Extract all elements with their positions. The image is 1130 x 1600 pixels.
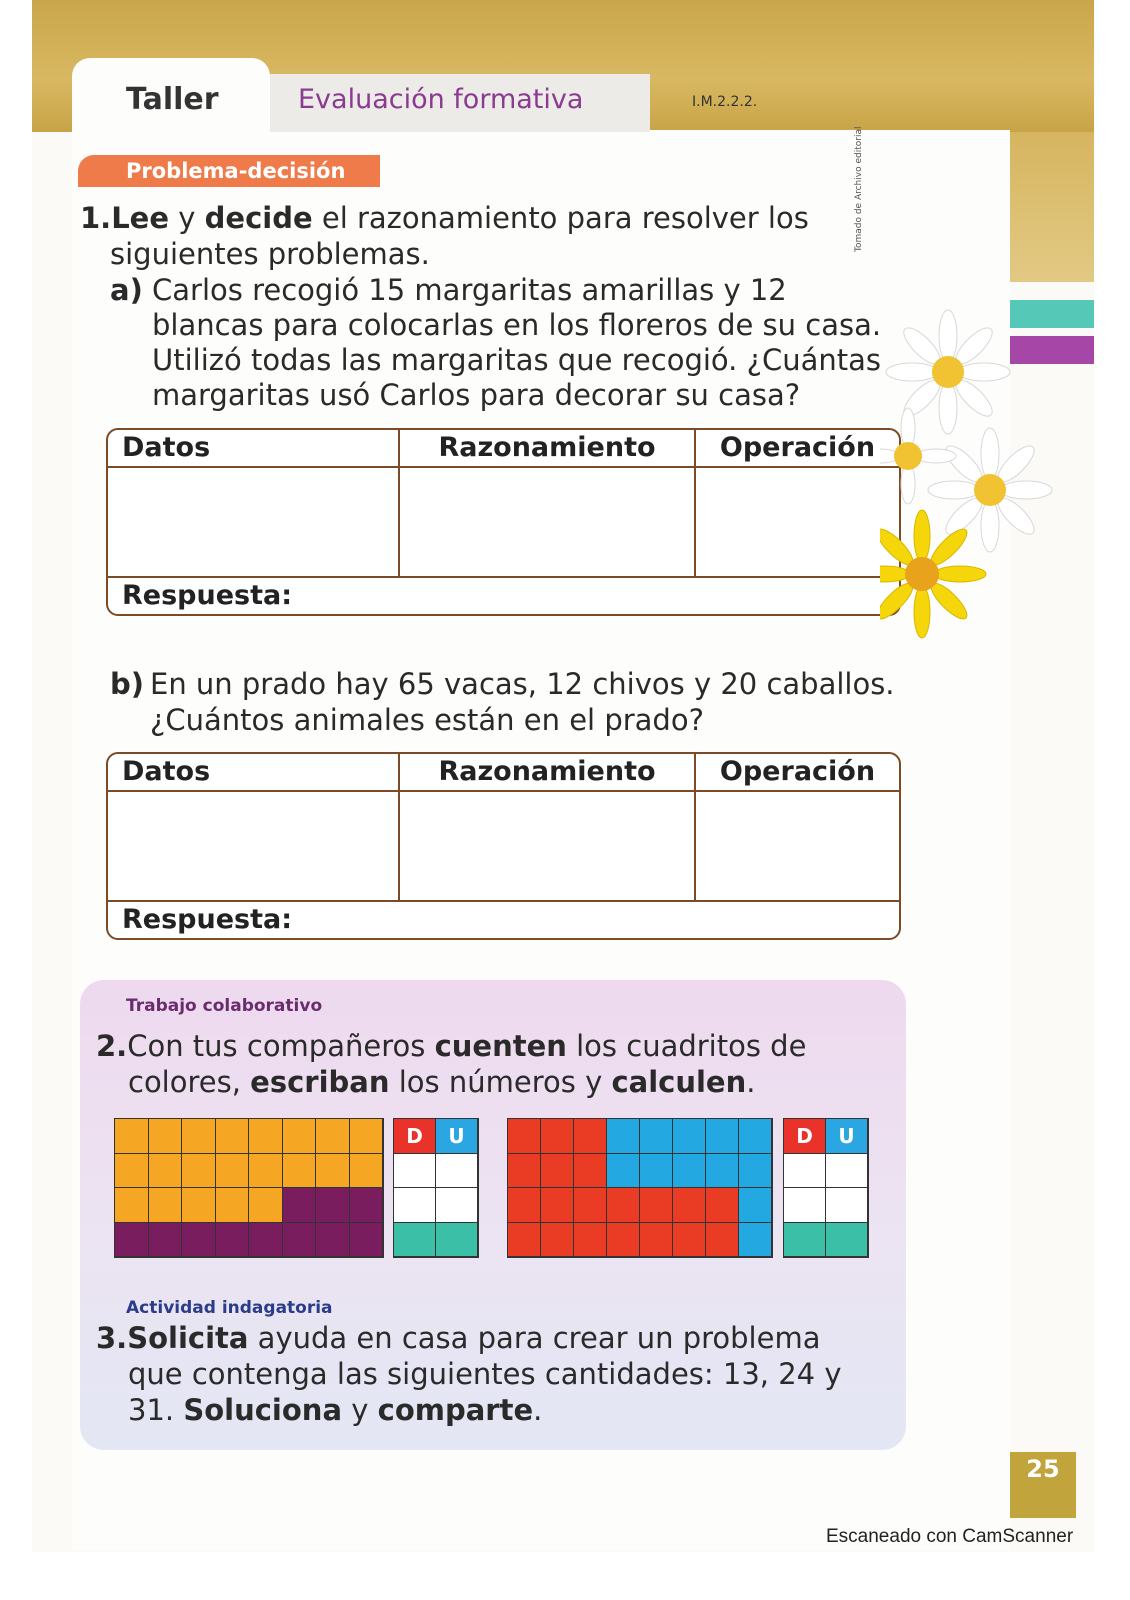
color-square	[316, 1154, 350, 1189]
color-square	[640, 1119, 673, 1154]
color-square	[216, 1154, 250, 1189]
respuesta-row[interactable]: Respuesta:	[122, 904, 293, 935]
du-cell[interactable]	[394, 1188, 436, 1223]
du-table-left	[393, 1118, 479, 1258]
q1-bold-decide: decide	[204, 201, 313, 235]
q1a-label	[110, 272, 143, 308]
color-square	[115, 1154, 149, 1189]
operacion-cell[interactable]	[696, 468, 899, 576]
color-square	[673, 1223, 706, 1258]
color-square	[283, 1223, 317, 1258]
section-pill: Problema-decisión	[78, 155, 380, 187]
du-result-cell[interactable]	[394, 1223, 436, 1258]
color-square	[216, 1119, 250, 1154]
du-header-d: D	[784, 1119, 826, 1154]
du-cell[interactable]	[784, 1154, 826, 1189]
color-square	[574, 1188, 607, 1223]
color-square	[640, 1223, 673, 1258]
color-square	[249, 1154, 283, 1189]
color-square	[706, 1119, 739, 1154]
yellow-daisy	[880, 510, 986, 638]
color-square	[508, 1119, 541, 1154]
color-square	[508, 1188, 541, 1223]
table-b-header	[108, 754, 899, 792]
color-square	[607, 1119, 640, 1154]
color-square	[607, 1154, 640, 1189]
color-square	[508, 1223, 541, 1258]
color-square	[216, 1188, 250, 1223]
color-square	[739, 1188, 772, 1223]
du-result-cell[interactable]	[826, 1223, 868, 1258]
color-square	[350, 1154, 384, 1189]
color-square	[607, 1223, 640, 1258]
q3-bold-solicita: Solicita	[127, 1321, 249, 1355]
q2-bold-escriban: escriban	[250, 1065, 390, 1099]
color-square	[673, 1154, 706, 1189]
scanner-watermark: Escaneado con CamScanner	[826, 1526, 1074, 1547]
du-header-u: U	[826, 1119, 868, 1154]
color-square	[739, 1154, 772, 1189]
operacion-cell[interactable]	[696, 792, 899, 900]
color-square	[316, 1223, 350, 1258]
color-square	[249, 1223, 283, 1258]
side-credit: Tomado de Archivo editorial	[854, 126, 864, 252]
q3-number: 3.	[96, 1321, 128, 1355]
trabajo-colaborativo-label: Trabajo colaborativo	[126, 996, 323, 1016]
q2-bold-cuenten: cuenten	[434, 1029, 567, 1063]
col-operacion: Operación	[719, 756, 876, 787]
color-square	[149, 1188, 183, 1223]
color-square	[640, 1154, 673, 1189]
q3-bold-soluciona: Soluciona	[183, 1393, 343, 1427]
color-square	[249, 1188, 283, 1223]
du-cell[interactable]	[436, 1188, 478, 1223]
color-square	[350, 1188, 384, 1223]
color-square	[706, 1154, 739, 1189]
color-square	[673, 1119, 706, 1154]
du-header-u: U	[436, 1119, 478, 1154]
table-b	[106, 752, 901, 940]
color-square	[182, 1223, 216, 1258]
color-square	[283, 1188, 317, 1223]
q3-text: 31.	[128, 1393, 184, 1427]
du-cell[interactable]	[784, 1188, 826, 1223]
q1b-line1: En un prado hay 65 vacas, 12 chivos y 20 caballos.	[150, 667, 895, 701]
q1-text: y	[169, 201, 205, 235]
q3-line3	[128, 1392, 542, 1428]
q1b-label	[110, 666, 144, 702]
q1a-line4: margaritas usó Carlos para decorar su casa?	[152, 378, 801, 412]
tab-evaluacion-label: Evaluación formativa	[298, 84, 584, 115]
color-square	[182, 1188, 216, 1223]
q2-bold-calculen: calculen	[611, 1065, 747, 1099]
color-square	[574, 1154, 607, 1189]
color-square	[541, 1223, 574, 1258]
color-square	[574, 1119, 607, 1154]
col-datos: Datos	[108, 430, 400, 466]
color-square	[115, 1188, 149, 1223]
q1b-letter: b)	[110, 667, 145, 701]
q3-text: .	[533, 1393, 543, 1427]
du-header-d: D	[394, 1119, 436, 1154]
q3-line1	[96, 1320, 868, 1356]
color-square	[508, 1154, 541, 1189]
q1-text-rest: el razonamiento para resolver los	[312, 201, 809, 235]
color-square	[216, 1223, 250, 1258]
color-square	[706, 1223, 739, 1258]
du-cell[interactable]	[826, 1188, 868, 1223]
color-square	[249, 1119, 283, 1154]
q1-number: 1.	[80, 201, 112, 235]
col-datos: Datos	[108, 754, 400, 790]
daisy-flowers-illustration	[880, 300, 1080, 660]
color-square	[115, 1223, 149, 1258]
color-square	[149, 1154, 183, 1189]
q1-bold-lee: Lee	[111, 201, 170, 235]
du-cell[interactable]	[436, 1154, 478, 1189]
q2-text-rest: los cuadritos de	[566, 1029, 807, 1063]
table-b-body	[108, 792, 899, 902]
du-cell[interactable]	[394, 1154, 436, 1189]
color-square	[350, 1223, 384, 1258]
color-square	[640, 1188, 673, 1223]
color-square	[182, 1154, 216, 1189]
color-square	[283, 1154, 317, 1189]
color-square	[149, 1223, 183, 1258]
tab-taller-label: Taller	[126, 82, 219, 117]
right-band	[1010, 132, 1094, 282]
actividad-indagatoria-label: Actividad indagatoria	[126, 1298, 333, 1318]
q2-text: colores,	[128, 1065, 251, 1099]
col-razonamiento: Razonamiento	[400, 754, 696, 790]
white-daisy-2	[928, 428, 1052, 552]
table-a-body	[108, 468, 899, 578]
standard-code: I.M.2.2.2.	[692, 94, 758, 110]
color-square	[574, 1223, 607, 1258]
q1b-line2: ¿Cuántos animales están en el prado?	[150, 703, 704, 737]
color-square	[541, 1154, 574, 1189]
color-square	[149, 1119, 183, 1154]
color-grid-left	[114, 1118, 384, 1258]
color-square	[739, 1223, 772, 1258]
table-a	[106, 428, 901, 616]
q2-line2	[128, 1064, 755, 1100]
color-square	[316, 1188, 350, 1223]
razonamiento-cell[interactable]	[400, 468, 696, 576]
color-square	[316, 1119, 350, 1154]
du-table-right	[783, 1118, 869, 1258]
color-square	[673, 1188, 706, 1223]
table-a-header	[108, 430, 899, 468]
q1a-line1: Carlos recogió 15 margaritas amarillas y 12	[152, 273, 787, 307]
razonamiento-cell[interactable]	[400, 792, 696, 900]
du-cell[interactable]	[826, 1154, 868, 1189]
color-square	[115, 1119, 149, 1154]
color-square	[541, 1188, 574, 1223]
q3-text: ayuda en casa para crear un problema	[248, 1321, 821, 1355]
color-square	[350, 1119, 384, 1154]
color-square	[182, 1119, 216, 1154]
datos-cell[interactable]	[108, 792, 400, 900]
color-grid-right	[507, 1118, 773, 1258]
q1a-letter: a)	[110, 273, 143, 307]
q1a-line2: blancas para colocarlas en los floreros de su casa.	[152, 308, 882, 342]
col-operacion: Operación	[719, 432, 876, 463]
du-result-cell[interactable]	[436, 1223, 478, 1258]
q1-intro-line2: siguientes problemas.	[110, 237, 430, 271]
q3-line2: que contenga las siguientes cantidades: 13, 24 y	[128, 1357, 842, 1391]
color-square	[541, 1119, 574, 1154]
color-square	[283, 1119, 317, 1154]
respuesta-row[interactable]: Respuesta:	[122, 580, 293, 611]
datos-cell[interactable]	[108, 468, 400, 576]
q3-bold-comparte: comparte	[377, 1393, 534, 1427]
q2-number: 2.	[96, 1029, 128, 1063]
col-razonamiento: Razonamiento	[400, 430, 696, 466]
du-result-cell[interactable]	[784, 1223, 826, 1258]
q2-text: .	[746, 1065, 756, 1099]
q1a-line3: Utilizó todas las margaritas que recogió. ¿Cuántas	[152, 343, 882, 377]
color-square	[607, 1188, 640, 1223]
page-number: 25	[1010, 1452, 1076, 1518]
q1-intro-line1	[80, 200, 880, 236]
q2-line1	[96, 1028, 868, 1064]
q2-text: Con tus compañeros	[127, 1029, 435, 1063]
color-square	[706, 1188, 739, 1223]
q3-text: y	[342, 1393, 378, 1427]
color-square	[739, 1119, 772, 1154]
q2-text: los números y	[389, 1065, 612, 1099]
